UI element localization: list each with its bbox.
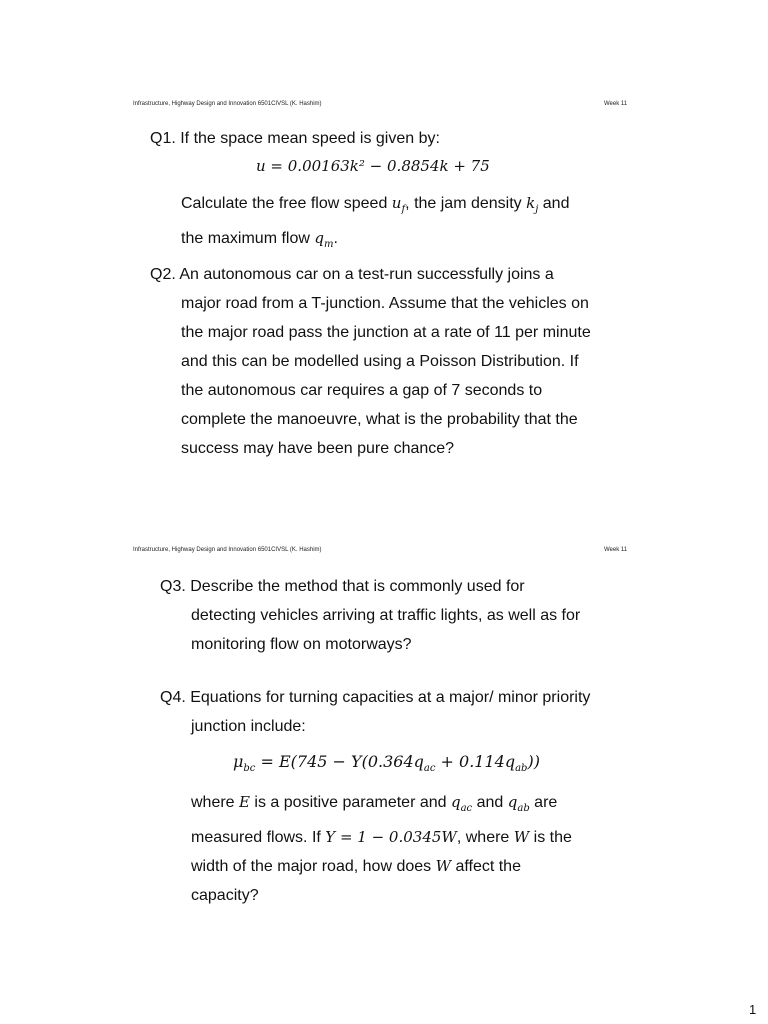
q1-text-d: the maximum flow	[181, 230, 315, 247]
q1-line-2	[181, 224, 569, 259]
q1-var-kj: $k_j$	[526, 194, 539, 215]
q3-line-2: detecting vehicles arriving at traffic lights, as well as for	[191, 607, 581, 624]
q1-text-b: , the jam density	[405, 195, 527, 212]
q1-text-a: Calculate the free flow speed	[181, 195, 392, 212]
q4-line-2: junction include:	[191, 718, 306, 735]
q4-equation: $\mu_{bc} = E(745 - Y(0.364q_{ac} + 0.114q_{ab}))$	[233, 752, 540, 775]
q1-var-uf: $u_f$	[391, 194, 406, 215]
page-number: 1	[749, 1002, 757, 1017]
q2-line-6: complete the manoeuvre, what is the probability that the	[181, 411, 578, 428]
q2-line-2: major road from a T-junction. Assume that the vehicles on	[181, 295, 589, 312]
q4-line-4: measured flows. If Y = 1 − 0.0345W, where W is the	[191, 828, 572, 846]
q1-line-1	[181, 189, 569, 224]
question-2	[150, 260, 591, 463]
q2-line-1: Q2. An autonomous car on a test-run successfully joins a	[150, 266, 554, 283]
q2-line-5: the autonomous car requires a gap of 7 seconds to	[181, 382, 543, 399]
q4-line-6: capacity?	[191, 887, 259, 904]
question-1	[150, 124, 440, 153]
question-3	[160, 572, 580, 659]
header-week-2: Week 11	[604, 547, 628, 553]
q2-line-3: the major road pass the junction at a rate of 11 per minute	[181, 324, 591, 341]
header-week: Week 11	[604, 101, 628, 107]
q3-line-1: Q3. Describe the method that is commonly used for	[160, 578, 525, 595]
q1-equation: u = 0.00163k² − 0.8854k + 75	[256, 157, 490, 175]
q1-title: Q1. If the space mean speed is given by:	[150, 130, 440, 147]
header-course: Infrastructure, Highway Design and Innovation 6501CIVSL (K. Hashim)	[133, 101, 322, 107]
q4-line-3: where E is a positive parameter and $q_{ac}$ and $q_{ab}$ are	[191, 793, 558, 814]
q1-var-qm: $q_m$	[314, 229, 334, 250]
header-course-2: Infrastructure, Highway Design and Innovation 6501CIVSL (K. Hashim)	[133, 547, 322, 553]
q4-line-1: Q4. Equations for turning capacities at a major/ minor priority	[160, 689, 591, 706]
q1-body	[181, 189, 569, 259]
question-4	[160, 683, 590, 741]
q1-text-e: .	[333, 230, 338, 247]
q3-line-3: monitoring flow on motorways?	[191, 636, 412, 653]
q2-line-4: and this can be modelled using a Poisson Distribution. If	[181, 353, 579, 370]
q2-line-7: success may have been pure chance?	[181, 440, 455, 457]
q1-text-c: and	[538, 195, 570, 212]
q4-body	[191, 788, 572, 910]
q4-line-5: width of the major road, how does W affect the	[191, 857, 521, 875]
